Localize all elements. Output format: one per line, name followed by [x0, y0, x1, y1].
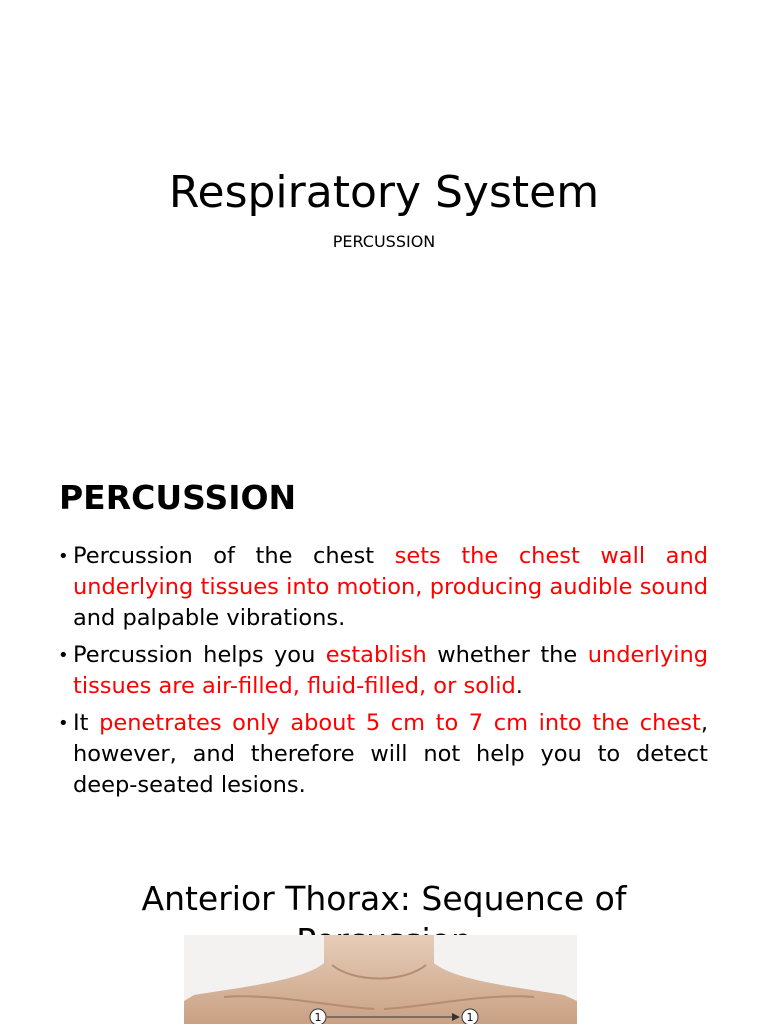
percussion-marker-right [462, 1009, 478, 1024]
slide-subtitle: PERCUSSION [332, 232, 436, 251]
bullet-text-plain: Percussion helps you [73, 642, 326, 668]
section-heading: PERCUSSION [59, 478, 297, 517]
bullet-text-plain: , however, and therefore will not help you to detect deep-seated lesions. [73, 710, 708, 798]
bullet-icon: • [58, 546, 69, 567]
bullet-item [58, 708, 708, 801]
bullet-item [58, 541, 708, 634]
bullet-icon: • [58, 713, 69, 734]
bullet-text-highlight: sets the chest wall and underlying tissues into motion, producing audible sound [73, 543, 708, 600]
slide-title: Respiratory System [168, 167, 600, 218]
thorax-photo [184, 935, 577, 1024]
bullet-text-highlight: underlying tissues are air-filled, fluid-filled, or solid [73, 642, 708, 699]
bullet-item [58, 640, 708, 702]
thorax-illustration [184, 935, 577, 1024]
bullet-text-plain: and palpable vibrations. [73, 605, 346, 631]
slide-title-thorax: Anterior Thorax: Sequence of [141, 879, 627, 918]
bullet-text-highlight: establish [325, 642, 427, 668]
bullet-text-plain: whether the [426, 642, 588, 668]
bullet-text-plain: It [73, 710, 100, 736]
bullet-list [58, 541, 708, 807]
percussion-marker-left [310, 1009, 326, 1024]
svg-text:1: 1 [466, 1011, 474, 1024]
svg-text:1: 1 [314, 1011, 322, 1024]
bullet-icon: • [58, 645, 69, 666]
bullet-text-highlight: penetrates only about 5 cm to 7 cm into the chest [99, 710, 701, 736]
bullet-text-plain: Percussion of the chest [73, 543, 395, 569]
bullet-text-plain: . [515, 673, 523, 699]
